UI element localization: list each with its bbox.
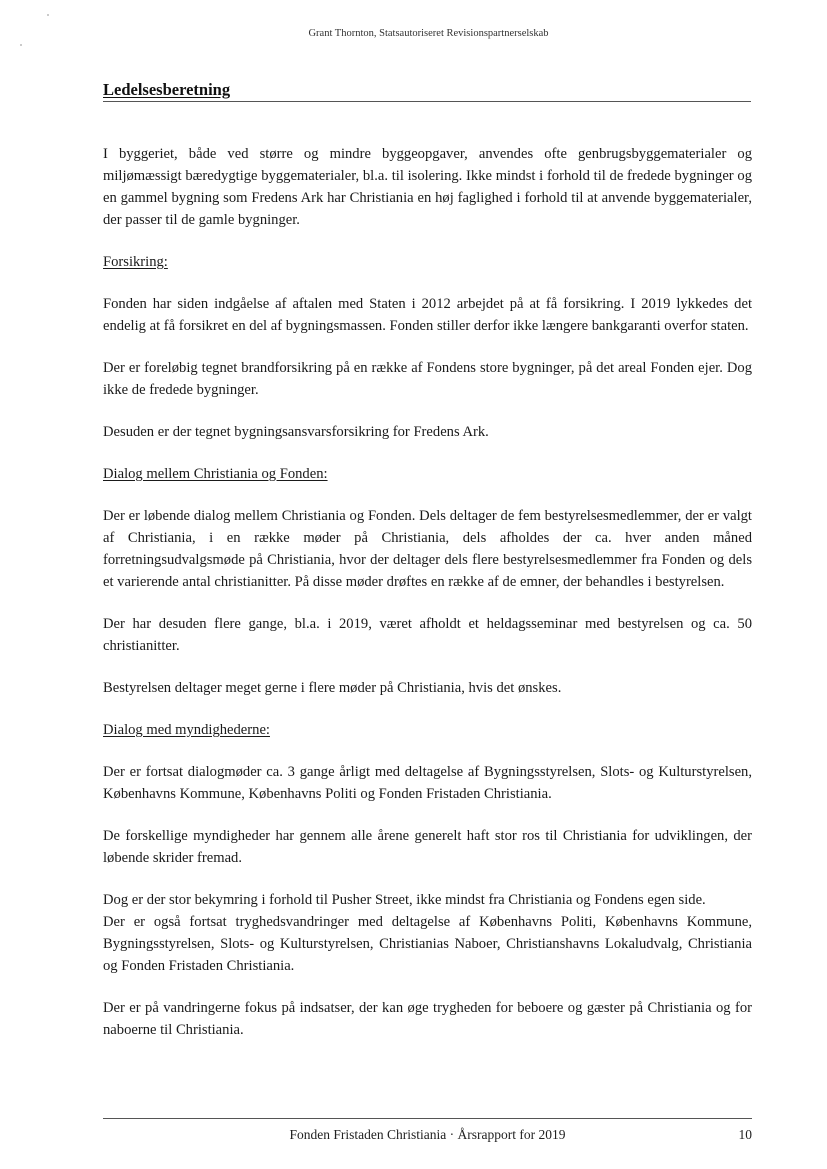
page-header: Grant Thornton, Statsautoriseret Revisionspartnerselskab <box>308 28 549 39</box>
paragraph: Der er løbende dialog mellem Christiania og Fonden. Dels deltager de fem bestyrelsesmedlemmer, der er valgt af Christiania, i en række møder på Christiania, dels afholdes der ca. hver anden måned forretningsudvalgsmøde på Christiania, hvor der deltager dels flere bestyrelsesmedlemmer fra Fonden og dels et varierende antal christianitter. På disse møder drøftes en række af de emner, der behandles i bestyrelsen. <box>103 508 752 590</box>
paragraph: Bestyrelsen deltager meget gerne i flere møder på Christiania, hvis det ønskes. <box>103 680 562 696</box>
paragraph: Der er også fortsat tryghedsvandringer med deltagelse af Københavns Politi, Københavns Kommune, Bygningsstyrelsen, Slots- og Kulturstyrelsen, Christianias Naboer, Christianshavns Lokaludvalg, Christiania og Fonden Fristaden Christiania. <box>103 914 752 974</box>
scan-speck <box>47 14 49 16</box>
paragraph: De forskellige myndigheder har gennem alle årene generelt haft stor ros til Christiania for udviklingen, der løbende skrider fremad. <box>103 828 752 866</box>
paragraph: Dog er der stor bekymring i forhold til Pusher Street, ikke mindst fra Christiania og Fondens egen side. <box>103 892 706 908</box>
paragraph: Der er foreløbig tegnet brandforsikring på en række af Fondens store bygninger, på det areal Fonden ejer. Dog ikke de fredede bygninger. <box>103 360 752 398</box>
paragraph: Der har desuden flere gange, bl.a. i 2019, været afholdt et heldagsseminar med bestyrelsen og ca. 50 christianitter. <box>103 616 752 654</box>
section-heading-dialog-fonden: Dialog mellem Christiania og Fonden: <box>103 466 328 482</box>
paragraph: Der er fortsat dialogmøder ca. 3 gange årligt med deltagelse af Bygningsstyrelsen, Slots- og Kulturstyrelsen, Københavns Kommune, Københavns Politi og Fonden Fristaden Christiania. <box>103 764 752 802</box>
page-footer <box>103 1127 752 1143</box>
section-heading-forsikring: Forsikring: <box>103 254 168 270</box>
section-heading-dialog-myndigheder: Dialog med myndighederne: <box>103 722 270 738</box>
report-body <box>103 143 752 1041</box>
scan-speck <box>20 44 22 46</box>
page-title: Ledelsesberetning <box>103 80 231 99</box>
page-number: 10 <box>738 1127 752 1142</box>
footer-text: Fonden Fristaden Christiania · Årsrapport for 2019 <box>289 1127 566 1142</box>
paragraph: Fonden har siden indgåelse af aftalen med Staten i 2012 arbejdet på at få forsikring. I 2019 lykkedes det endelig at få forsikret en del af bygningsmassen. Fonden stiller derfor ikke længere bankgaranti overfor staten. <box>103 296 752 334</box>
title-block <box>103 80 751 102</box>
paragraph: Der er på vandringerne fokus på indsatser, der kan øge trygheden for beboere og gæster på Christiania og for naboerne til Christiania. <box>103 1000 752 1038</box>
paragraph: Desuden er der tegnet bygningsansvarsforsikring for Fredens Ark. <box>103 424 489 440</box>
intro-paragraph: I byggeriet, både ved større og mindre byggeopgaver, anvendes ofte genbrugsbyggematerialer og miljømæssigt bæredygtige byggematerialer, bl.a. til isolering. Ikke mindst i forhold til de fredede bygninger og en gammel bygning som Fredens Ark har Christiania en høj faglighed i forhold til at anvende byggematerialer, der passer til de gamle bygninger. <box>103 146 752 228</box>
footer-divider <box>103 1118 752 1119</box>
